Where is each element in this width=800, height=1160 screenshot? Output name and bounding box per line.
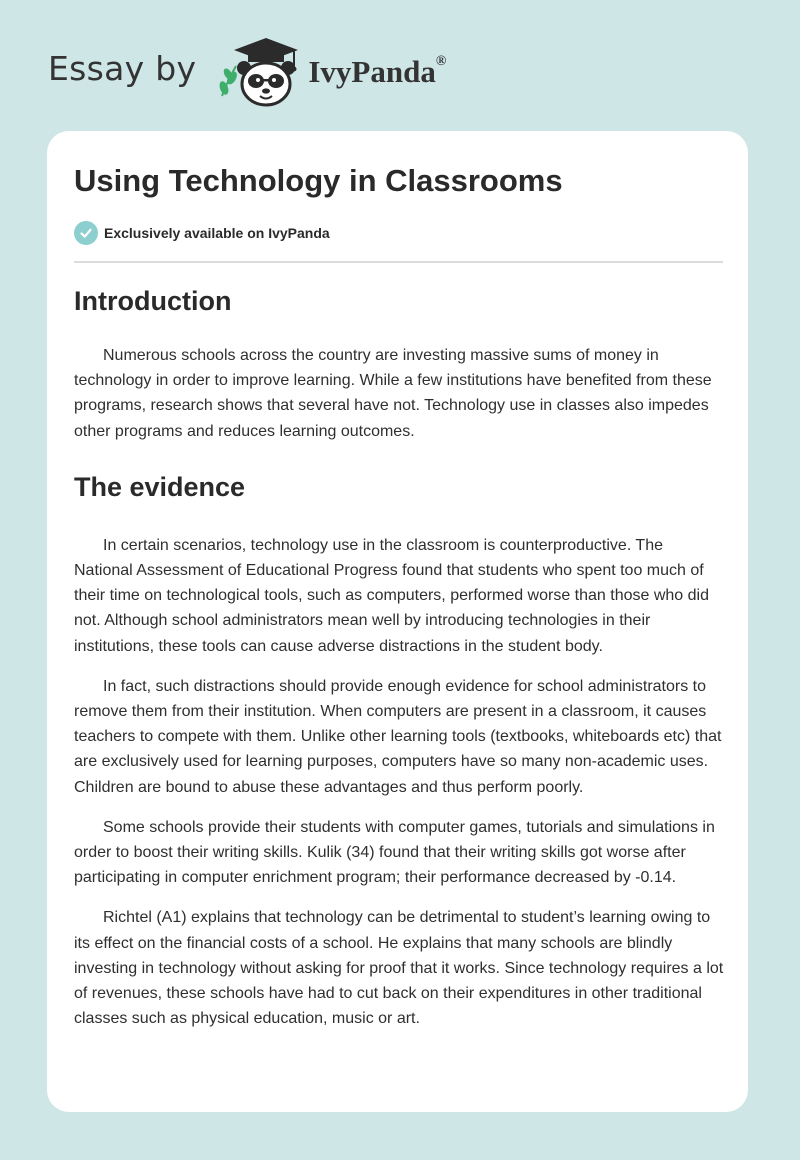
site-header <box>48 36 446 108</box>
essay-by-label: Essay by <box>48 48 197 88</box>
evidence-paragraph-4: Richtel (A1) explains that technology can be detrimental to student’s learning owing to its effect on the financial costs of a school. He explains that many schools are blindly investing in technology without asking for proof that it works. Since technology requires a lot of revenues, these schools have had to cut back on their expenditures in other traditional classes such as physical education, music or art. <box>74 909 724 1028</box>
registered-mark: ® <box>435 53 447 69</box>
essay-body <box>74 281 726 1031</box>
check-icon <box>74 221 98 245</box>
evidence-paragraph-2: In fact, such distractions should provide enough evidence for school administrators to remove them from their institution. When computers are present in a classroom, it causes teachers to compete with them. Unlike other learning tools (textbooks, whiteboards etc) that are exclusively used for learning purposes, computers have so many non-academic uses. Children are bound to abuse these advantages and thus perform poorly. <box>74 677 722 796</box>
evidence-paragraph-1: In certain scenarios, technology use in the classroom is counterproductive. The National Assessment of Educational Progress found that students who spent too much of their time on technological tools, such as computers, performed worse than those who did not. Although school administrators mean well by introducing technologies in their institutions, these tools can cause adverse distractions in the student body. <box>74 536 709 655</box>
exclusive-badge <box>74 221 330 245</box>
ivypanda-brand <box>308 54 446 90</box>
essay-card <box>47 131 748 1112</box>
panda-logo-icon <box>214 36 304 108</box>
exclusive-badge-label: Exclusively available on IvyPanda <box>104 225 330 241</box>
section-heading-introduction: Introduction <box>74 286 232 316</box>
brand-name: IvyPanda <box>308 54 436 89</box>
intro-paragraph: Numerous schools across the country are investing massive sums of money in technology in order to improve learning. While a few institutions have benefited from these programs, research shows that several have not. Technology use in classes also impedes other programs and reduces learning outcomes. <box>74 347 712 440</box>
section-heading-evidence: The evidence <box>74 471 246 502</box>
page-title: Using Technology in Classrooms <box>74 163 563 198</box>
evidence-paragraph-3: Some schools provide their students with computer games, tutorials and simulations in order to boost their writing skills. Kulik (34) found that their writing skills got worse after participating in computer enrichment program; their performance decreased by -0.14. <box>74 818 715 887</box>
title-divider <box>74 261 723 263</box>
